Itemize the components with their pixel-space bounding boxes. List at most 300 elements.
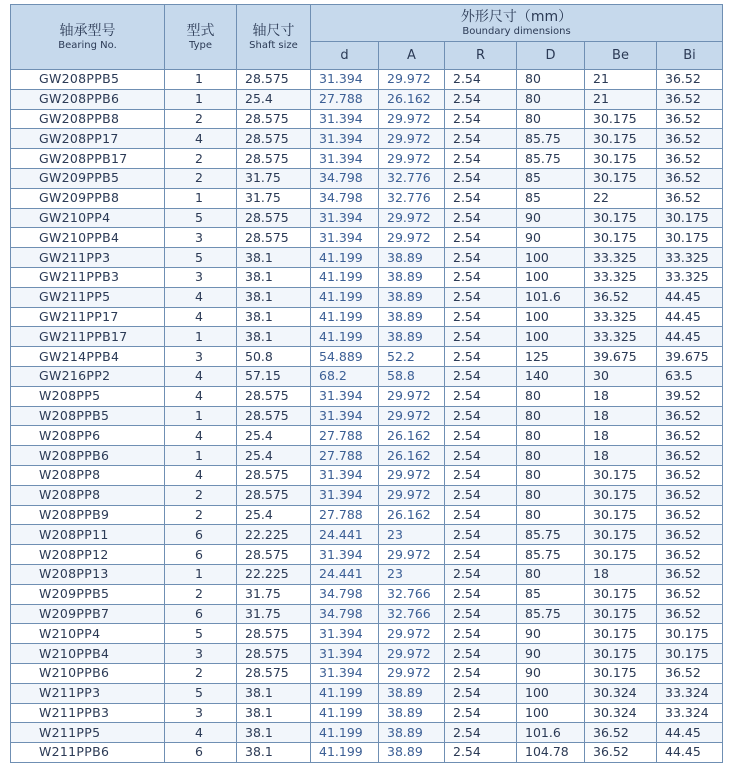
d-cell: 41.199	[311, 267, 379, 287]
a-cell: 26.162	[379, 89, 445, 109]
outer-d-cell: 101.6	[517, 287, 585, 307]
bi-cell: 36.52	[657, 89, 723, 109]
type-cell: 4	[165, 426, 237, 446]
bearing-spec-sheet	[10, 4, 722, 763]
model-cell: W208PP5	[11, 386, 165, 406]
bi-cell: 44.45	[657, 723, 723, 743]
table-row	[11, 188, 723, 208]
type-cell: 3	[165, 644, 237, 664]
a-cell: 38.89	[379, 267, 445, 287]
header-shaft-size-zh: 轴尺寸	[252, 22, 295, 39]
model-cell: W210PPB6	[11, 663, 165, 683]
d-cell: 31.394	[311, 624, 379, 644]
outer-d-cell: 80	[517, 426, 585, 446]
model-cell: W208PP12	[11, 545, 165, 565]
a-cell: 38.89	[379, 723, 445, 743]
d-cell: 31.394	[311, 545, 379, 565]
a-cell: 29.972	[379, 663, 445, 683]
bi-cell: 39.675	[657, 347, 723, 367]
r-cell: 2.54	[445, 307, 517, 327]
model-cell: GW209PPB8	[11, 188, 165, 208]
r-cell: 2.54	[445, 89, 517, 109]
outer-d-cell: 80	[517, 564, 585, 584]
table-row	[11, 366, 723, 386]
type-cell: 3	[165, 347, 237, 367]
outer-d-cell: 104.78	[517, 743, 585, 763]
header-d: d	[311, 42, 379, 70]
outer-d-cell: 90	[517, 644, 585, 664]
r-cell: 2.54	[445, 743, 517, 763]
header-type-zh: 型式	[186, 22, 215, 39]
bi-cell: 36.52	[657, 149, 723, 169]
header-bearing-no	[11, 5, 165, 70]
shaft-size-cell: 31.75	[237, 188, 311, 208]
bi-cell: 36.52	[657, 109, 723, 129]
d-cell: 41.199	[311, 683, 379, 703]
a-cell: 29.972	[379, 129, 445, 149]
type-cell: 5	[165, 248, 237, 268]
r-cell: 2.54	[445, 109, 517, 129]
be-cell: 30.175	[585, 168, 657, 188]
header-boundary-en: Boundary dimensions	[462, 25, 571, 37]
outer-d-cell: 80	[517, 465, 585, 485]
outer-d-cell: 100	[517, 703, 585, 723]
shaft-size-cell: 38.1	[237, 743, 311, 763]
be-cell: 30.175	[585, 465, 657, 485]
table-row	[11, 426, 723, 446]
outer-d-cell: 85	[517, 584, 585, 604]
model-cell: GW211PPB3	[11, 267, 165, 287]
outer-d-cell: 80	[517, 505, 585, 525]
table-row	[11, 267, 723, 287]
d-cell: 41.199	[311, 723, 379, 743]
be-cell: 30.175	[585, 663, 657, 683]
header-shaft-size-en: Shaft size	[249, 39, 298, 51]
shaft-size-cell: 50.8	[237, 347, 311, 367]
r-cell: 2.54	[445, 129, 517, 149]
table-row	[11, 228, 723, 248]
a-cell: 38.89	[379, 307, 445, 327]
bi-cell: 33.324	[657, 703, 723, 723]
type-cell: 5	[165, 208, 237, 228]
shaft-size-cell: 28.575	[237, 70, 311, 90]
be-cell: 30.175	[585, 644, 657, 664]
bi-cell: 36.52	[657, 465, 723, 485]
shaft-size-cell: 38.1	[237, 267, 311, 287]
r-cell: 2.54	[445, 426, 517, 446]
header-bearing-no-zh: 轴承型号	[59, 22, 116, 39]
bi-cell: 44.45	[657, 743, 723, 763]
outer-d-cell: 85.75	[517, 149, 585, 169]
outer-d-cell: 125	[517, 347, 585, 367]
type-cell: 4	[165, 129, 237, 149]
a-cell: 38.89	[379, 703, 445, 723]
outer-d-cell: 90	[517, 208, 585, 228]
shaft-size-cell: 28.575	[237, 386, 311, 406]
outer-d-cell: 80	[517, 406, 585, 426]
shaft-size-cell: 57.15	[237, 366, 311, 386]
table-row	[11, 644, 723, 664]
outer-d-cell: 140	[517, 366, 585, 386]
bearing-table	[10, 4, 723, 763]
be-cell: 18	[585, 446, 657, 466]
a-cell: 26.162	[379, 446, 445, 466]
be-cell: 30.175	[585, 505, 657, 525]
shaft-size-cell: 28.575	[237, 624, 311, 644]
a-cell: 29.972	[379, 228, 445, 248]
table-row	[11, 683, 723, 703]
type-cell: 4	[165, 465, 237, 485]
outer-d-cell: 80	[517, 485, 585, 505]
table-row	[11, 564, 723, 584]
bi-cell: 36.52	[657, 426, 723, 446]
d-cell: 41.199	[311, 703, 379, 723]
table-row	[11, 446, 723, 466]
model-cell: W208PP8	[11, 465, 165, 485]
model-cell: W208PP11	[11, 525, 165, 545]
outer-d-cell: 80	[517, 70, 585, 90]
table-row	[11, 347, 723, 367]
table-row	[11, 129, 723, 149]
a-cell: 38.89	[379, 743, 445, 763]
type-cell: 3	[165, 703, 237, 723]
bi-cell: 30.175	[657, 644, 723, 664]
bi-cell: 36.52	[657, 446, 723, 466]
a-cell: 32.766	[379, 604, 445, 624]
r-cell: 2.54	[445, 228, 517, 248]
d-cell: 41.199	[311, 287, 379, 307]
outer-d-cell: 100	[517, 683, 585, 703]
type-cell: 1	[165, 70, 237, 90]
shaft-size-cell: 31.75	[237, 604, 311, 624]
r-cell: 2.54	[445, 584, 517, 604]
outer-d-cell: 85.75	[517, 604, 585, 624]
r-cell: 2.54	[445, 267, 517, 287]
type-cell: 4	[165, 287, 237, 307]
outer-d-cell: 85.75	[517, 129, 585, 149]
model-cell: W210PPB4	[11, 644, 165, 664]
shaft-size-cell: 25.4	[237, 426, 311, 446]
shaft-size-cell: 38.1	[237, 327, 311, 347]
type-cell: 6	[165, 525, 237, 545]
header-boundary-dimensions	[311, 5, 723, 42]
r-cell: 2.54	[445, 406, 517, 426]
table-body	[11, 70, 723, 763]
model-cell: W211PP5	[11, 723, 165, 743]
r-cell: 2.54	[445, 168, 517, 188]
bi-cell: 36.52	[657, 168, 723, 188]
d-cell: 31.394	[311, 644, 379, 664]
r-cell: 2.54	[445, 624, 517, 644]
model-cell: W211PPB6	[11, 743, 165, 763]
type-cell: 2	[165, 505, 237, 525]
outer-d-cell: 100	[517, 327, 585, 347]
be-cell: 30.175	[585, 624, 657, 644]
table-row	[11, 604, 723, 624]
d-cell: 27.788	[311, 446, 379, 466]
header-bi: Bi	[657, 42, 723, 70]
bi-cell: 44.45	[657, 327, 723, 347]
table-header	[11, 5, 723, 70]
be-cell: 30.175	[585, 604, 657, 624]
header-be: Be	[585, 42, 657, 70]
a-cell: 23	[379, 525, 445, 545]
table-row	[11, 505, 723, 525]
bi-cell: 36.52	[657, 406, 723, 426]
model-cell: GW211PP5	[11, 287, 165, 307]
a-cell: 29.972	[379, 624, 445, 644]
bi-cell: 33.325	[657, 248, 723, 268]
model-cell: GW208PPB17	[11, 149, 165, 169]
table-row	[11, 584, 723, 604]
be-cell: 30.324	[585, 683, 657, 703]
model-cell: W210PP4	[11, 624, 165, 644]
shaft-size-cell: 22.225	[237, 564, 311, 584]
be-cell: 18	[585, 426, 657, 446]
table-row	[11, 70, 723, 90]
table-row	[11, 465, 723, 485]
type-cell: 6	[165, 743, 237, 763]
outer-d-cell: 90	[517, 624, 585, 644]
d-cell: 31.394	[311, 386, 379, 406]
type-cell: 2	[165, 149, 237, 169]
d-cell: 31.394	[311, 228, 379, 248]
bi-cell: 44.45	[657, 307, 723, 327]
d-cell: 24.441	[311, 564, 379, 584]
bi-cell: 36.52	[657, 485, 723, 505]
d-cell: 68.2	[311, 366, 379, 386]
table-row	[11, 723, 723, 743]
shaft-size-cell: 38.1	[237, 703, 311, 723]
bi-cell: 33.324	[657, 683, 723, 703]
r-cell: 2.54	[445, 347, 517, 367]
be-cell: 30.175	[585, 129, 657, 149]
d-cell: 34.798	[311, 584, 379, 604]
outer-d-cell: 100	[517, 307, 585, 327]
r-cell: 2.54	[445, 683, 517, 703]
be-cell: 21	[585, 70, 657, 90]
table-row	[11, 149, 723, 169]
model-cell: W208PP13	[11, 564, 165, 584]
type-cell: 2	[165, 168, 237, 188]
d-cell: 31.394	[311, 149, 379, 169]
a-cell: 29.972	[379, 644, 445, 664]
model-cell: W208PPB5	[11, 406, 165, 426]
d-cell: 54.889	[311, 347, 379, 367]
shaft-size-cell: 28.575	[237, 149, 311, 169]
outer-d-cell: 90	[517, 228, 585, 248]
bi-cell: 36.52	[657, 70, 723, 90]
table-row	[11, 287, 723, 307]
a-cell: 38.89	[379, 248, 445, 268]
bi-cell: 36.52	[657, 525, 723, 545]
d-cell: 27.788	[311, 505, 379, 525]
type-cell: 1	[165, 188, 237, 208]
type-cell: 4	[165, 386, 237, 406]
a-cell: 23	[379, 564, 445, 584]
shaft-size-cell: 38.1	[237, 307, 311, 327]
r-cell: 2.54	[445, 446, 517, 466]
shaft-size-cell: 38.1	[237, 248, 311, 268]
bi-cell: 30.175	[657, 228, 723, 248]
a-cell: 32.776	[379, 188, 445, 208]
r-cell: 2.54	[445, 248, 517, 268]
d-cell: 31.394	[311, 70, 379, 90]
be-cell: 33.325	[585, 327, 657, 347]
header-boundary-zh: 外形尺寸（mm）	[460, 8, 573, 25]
type-cell: 2	[165, 584, 237, 604]
outer-d-cell: 80	[517, 89, 585, 109]
r-cell: 2.54	[445, 505, 517, 525]
bi-cell: 36.52	[657, 663, 723, 683]
shaft-size-cell: 25.4	[237, 446, 311, 466]
bi-cell: 30.175	[657, 208, 723, 228]
outer-d-cell: 85	[517, 188, 585, 208]
table-row	[11, 406, 723, 426]
shaft-size-cell: 28.575	[237, 228, 311, 248]
be-cell: 36.52	[585, 287, 657, 307]
model-cell: GW208PPB6	[11, 89, 165, 109]
outer-d-cell: 80	[517, 446, 585, 466]
d-cell: 31.394	[311, 485, 379, 505]
d-cell: 31.394	[311, 109, 379, 129]
r-cell: 2.54	[445, 327, 517, 347]
d-cell: 34.798	[311, 604, 379, 624]
be-cell: 33.325	[585, 267, 657, 287]
outer-d-cell: 100	[517, 267, 585, 287]
shaft-size-cell: 28.575	[237, 485, 311, 505]
model-cell: GW211PP17	[11, 307, 165, 327]
r-cell: 2.54	[445, 703, 517, 723]
outer-d-cell: 85	[517, 168, 585, 188]
shaft-size-cell: 38.1	[237, 287, 311, 307]
a-cell: 29.972	[379, 465, 445, 485]
bi-cell: 36.52	[657, 188, 723, 208]
be-cell: 30.175	[585, 525, 657, 545]
d-cell: 27.788	[311, 89, 379, 109]
d-cell: 24.441	[311, 525, 379, 545]
bi-cell: 36.52	[657, 505, 723, 525]
shaft-size-cell: 28.575	[237, 208, 311, 228]
shaft-size-cell: 25.4	[237, 89, 311, 109]
be-cell: 33.325	[585, 307, 657, 327]
r-cell: 2.54	[445, 604, 517, 624]
d-cell: 31.394	[311, 663, 379, 683]
be-cell: 30.324	[585, 703, 657, 723]
model-cell: W209PPB7	[11, 604, 165, 624]
shaft-size-cell: 22.225	[237, 525, 311, 545]
a-cell: 29.972	[379, 208, 445, 228]
model-cell: W208PPB6	[11, 446, 165, 466]
r-cell: 2.54	[445, 70, 517, 90]
shaft-size-cell: 28.575	[237, 545, 311, 565]
r-cell: 2.54	[445, 723, 517, 743]
header-shaft-size	[237, 5, 311, 70]
type-cell: 1	[165, 446, 237, 466]
type-cell: 1	[165, 564, 237, 584]
type-cell: 1	[165, 89, 237, 109]
type-cell: 3	[165, 267, 237, 287]
be-cell: 30.175	[585, 228, 657, 248]
type-cell: 4	[165, 307, 237, 327]
header-bearing-no-en: Bearing No.	[58, 39, 117, 51]
d-cell: 41.199	[311, 743, 379, 763]
outer-d-cell: 85.75	[517, 545, 585, 565]
type-cell: 1	[165, 406, 237, 426]
table-row	[11, 525, 723, 545]
r-cell: 2.54	[445, 208, 517, 228]
d-cell: 41.199	[311, 327, 379, 347]
a-cell: 52.2	[379, 347, 445, 367]
be-cell: 30.175	[585, 545, 657, 565]
be-cell: 30.175	[585, 485, 657, 505]
header-r: R	[445, 42, 517, 70]
table-row	[11, 545, 723, 565]
shaft-size-cell: 28.575	[237, 406, 311, 426]
a-cell: 26.162	[379, 505, 445, 525]
bi-cell: 30.175	[657, 624, 723, 644]
bi-cell: 36.52	[657, 129, 723, 149]
be-cell: 30.175	[585, 109, 657, 129]
header-type	[165, 5, 237, 70]
a-cell: 29.972	[379, 485, 445, 505]
be-cell: 36.52	[585, 723, 657, 743]
model-cell: W209PPB5	[11, 584, 165, 604]
type-cell: 2	[165, 663, 237, 683]
outer-d-cell: 80	[517, 386, 585, 406]
bi-cell: 36.52	[657, 564, 723, 584]
r-cell: 2.54	[445, 485, 517, 505]
shaft-size-cell: 38.1	[237, 723, 311, 743]
a-cell: 58.8	[379, 366, 445, 386]
bi-cell: 36.52	[657, 584, 723, 604]
bi-cell: 39.52	[657, 386, 723, 406]
table-row	[11, 327, 723, 347]
type-cell: 1	[165, 327, 237, 347]
be-cell: 18	[585, 406, 657, 426]
model-cell: GW210PP4	[11, 208, 165, 228]
shaft-size-cell: 28.575	[237, 129, 311, 149]
be-cell: 22	[585, 188, 657, 208]
a-cell: 38.89	[379, 327, 445, 347]
table-row	[11, 168, 723, 188]
d-cell: 31.394	[311, 465, 379, 485]
model-cell: W208PP8	[11, 485, 165, 505]
shaft-size-cell: 38.1	[237, 683, 311, 703]
shaft-size-cell: 25.4	[237, 505, 311, 525]
shaft-size-cell: 28.575	[237, 663, 311, 683]
a-cell: 32.766	[379, 584, 445, 604]
type-cell: 4	[165, 366, 237, 386]
model-cell: GW211PPB17	[11, 327, 165, 347]
table-row	[11, 485, 723, 505]
outer-d-cell: 85.75	[517, 525, 585, 545]
outer-d-cell: 80	[517, 109, 585, 129]
model-cell: GW211PP3	[11, 248, 165, 268]
table-row	[11, 624, 723, 644]
bi-cell: 63.5	[657, 366, 723, 386]
table-row	[11, 109, 723, 129]
a-cell: 29.972	[379, 545, 445, 565]
be-cell: 21	[585, 89, 657, 109]
r-cell: 2.54	[445, 366, 517, 386]
r-cell: 2.54	[445, 465, 517, 485]
be-cell: 30.175	[585, 208, 657, 228]
be-cell: 33.325	[585, 248, 657, 268]
table-row	[11, 663, 723, 683]
d-cell: 34.798	[311, 168, 379, 188]
a-cell: 29.972	[379, 70, 445, 90]
